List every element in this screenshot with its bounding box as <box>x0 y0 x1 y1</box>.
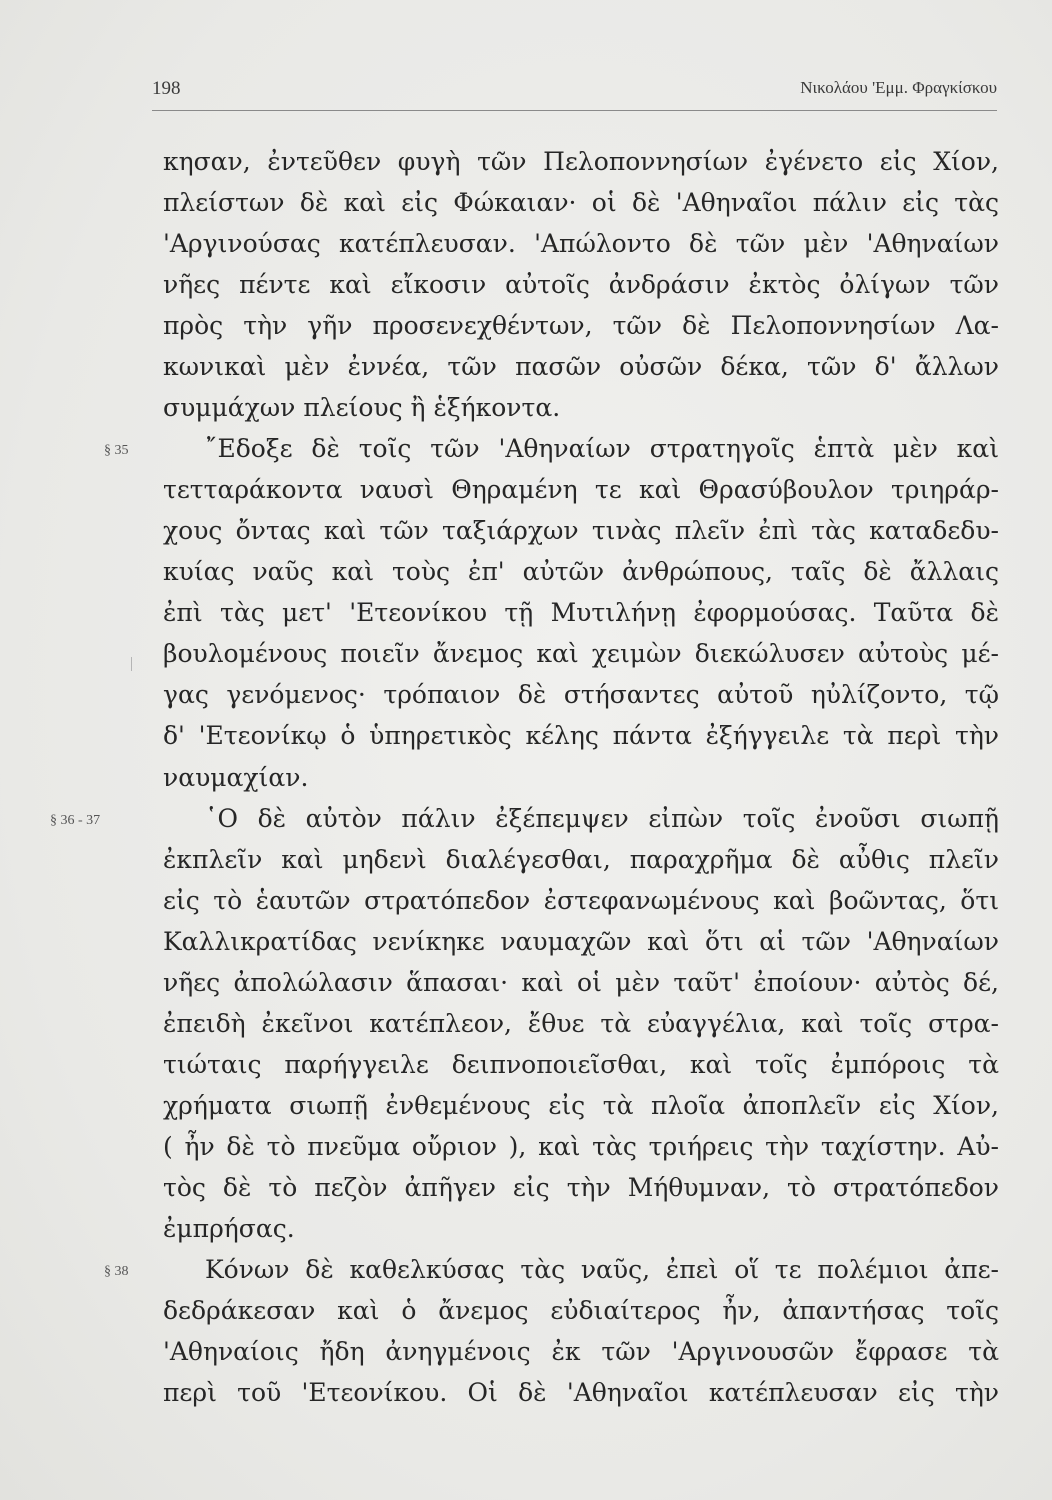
text-line: ἐπειδὴ ἐκεῖνοι κατέπλεον, ἔθυε τὰ εὐαγγέλια, καὶ τοῖς στρα- <box>163 1009 999 1038</box>
text-line: κυίας ναῦς καὶ τοὺς ἐπ' αὐτῶν ἀνθρώπους, ταῖς δὲ ἄλλαις <box>163 557 999 586</box>
text-line: πρὸς τὴν γῆν προσενεχθέντων, τῶν δὲ Πελοποννησίων Λα- <box>163 311 999 340</box>
header-rule <box>152 110 997 111</box>
margin-mark <box>131 657 132 671</box>
text-line: νῆες πέντε καὶ εἴκοσιν αὐτοῖς ἀνδράσιν ἐκτὸς ὀλίγων τῶν <box>163 270 999 299</box>
text-line: πλείστων δὲ καὶ εἰς Φώκαιαν· οἱ δὲ 'Αθηναῖοι πάλιν εἰς τὰς <box>163 188 999 217</box>
text-line: δ' 'Ετεονίκῳ ὁ ὑπηρετικὸς κέλης πάντα ἐξήγγειλε τὰ περὶ τὴν <box>163 721 999 750</box>
page-number: 198 <box>152 78 181 99</box>
text-line: ἐκπλεῖν καὶ μηδενὶ διαλέγεσθαι, παραχρῆμα δὲ αὖθις πλεῖν <box>163 845 999 874</box>
text-line: χρήματα σιωπῇ ἐνθεμένους εἰς τὰ πλοῖα ἀποπλεῖν εἰς Χίον, <box>163 1091 999 1120</box>
paragraph-start: Κόνων δὲ καθελκύσας τὰς ναῦς, ἐπεὶ οἵ τε πολέμιοι ἀπε- <box>205 1255 999 1284</box>
running-title: Νικολάου 'Εμμ. Φραγκίσκου <box>800 78 997 97</box>
text-line: ἐμπρήσας. <box>163 1214 295 1243</box>
section-marker-38: § 38 <box>104 1264 129 1279</box>
text-line: ἐπὶ τὰς μετ' 'Ετεονίκου τῇ Μυτιλήνῃ ἐφορμούσας. Ταῦτα δὲ <box>163 598 999 627</box>
text-line: τὸς δὲ τὸ πεζὸν ἀπῆγεν εἰς τὴν Μήθυμναν, τὸ στρατόπεδον <box>163 1173 999 1202</box>
text-line: νῆες ἀπολώλασιν ἅπασαι· καὶ οἱ μὲν ταῦτ' ἐποίουν· αὐτὸς δέ, <box>163 968 999 997</box>
section-marker-36-37: § 36 - 37 <box>50 813 101 828</box>
text-line: περὶ τοῦ 'Ετεονίκου. Οἱ δὲ 'Αθηναῖοι κατέπλευσαν εἰς τὴν <box>163 1378 999 1407</box>
section-marker-35: § 35 <box>104 443 129 458</box>
text-line: κησαν, ἐντεῦθεν φυγὴ τῶν Πελοποννησίων ἐγένετο εἰς Χίον, <box>163 147 999 176</box>
text-line: κωνικαὶ μὲν ἐννέα, τῶν πασῶν οὐσῶν δέκα, τῶν δ' ἄλλων <box>163 352 999 381</box>
text-line: δεδράκεσαν καὶ ὁ ἄνεμος εὐδιαίτερος ἦν, ἀπαντήσας τοῖς <box>163 1296 999 1325</box>
text-line: 'Αργινούσας κατέπλευσαν. 'Απώλοντο δὲ τῶν μὲν 'Αθηναίων <box>163 229 999 258</box>
text-line: γας γενόμενος· τρόπαιον δὲ στήσαντες αὐτοῦ ηὐλίζοντο, τῷ <box>163 680 999 709</box>
text-line: 'Αθηναίοις ἤδη ἀνηγμένοις ἐκ τῶν 'Αργινουσῶν ἔφρασε τὰ <box>163 1337 999 1366</box>
paragraph-start: ῎Εδοξε δὲ τοῖς τῶν 'Αθηναίων στρατηγοῖς ἑπτὰ μὲν καὶ <box>205 434 999 463</box>
text-line: τετταράκοντα ναυσὶ Θηραμένη τε καὶ Θρασύβουλον τριηράρ- <box>163 475 999 504</box>
text-line: συμμάχων πλείους ἢ ἑξήκοντα. <box>163 393 561 422</box>
text-line: βουλομένους ποιεῖν ἄνεμος καὶ χειμὼν διεκώλυσεν αὐτοὺς μέ- <box>163 639 999 668</box>
text-line: ναυμαχίαν. <box>163 763 309 792</box>
text-line: ( ἦν δὲ τὸ πνεῦμα οὔριον ), καὶ τὰς τριήρεις τὴν ταχίστην. Αὐ- <box>163 1132 999 1161</box>
text-line: τιώταις παρήγγειλε δειπνοποιεῖσθαι, καὶ τοῖς ἐμπόροις τὰ <box>163 1050 999 1079</box>
text-line: χους ὄντας καὶ τῶν ταξιάρχων τινὰς πλεῖν ἐπὶ τὰς καταδεδυ- <box>163 516 999 545</box>
text-line: εἰς τὸ ἑαυτῶν στρατόπεδον ἐστεφανωμένους καὶ βοῶντας, ὅτι <box>163 886 999 915</box>
text-line: Καλλικρατίδας νενίκηκε ναυμαχῶν καὶ ὅτι αἱ τῶν 'Αθηναίων <box>163 927 999 956</box>
page-header <box>152 72 997 108</box>
paragraph-start: ῾Ο δὲ αὐτὸν πάλιν ἐξέπεμψεν εἰπὼν τοῖς ἐνοῦσι σιωπῇ <box>205 804 999 833</box>
